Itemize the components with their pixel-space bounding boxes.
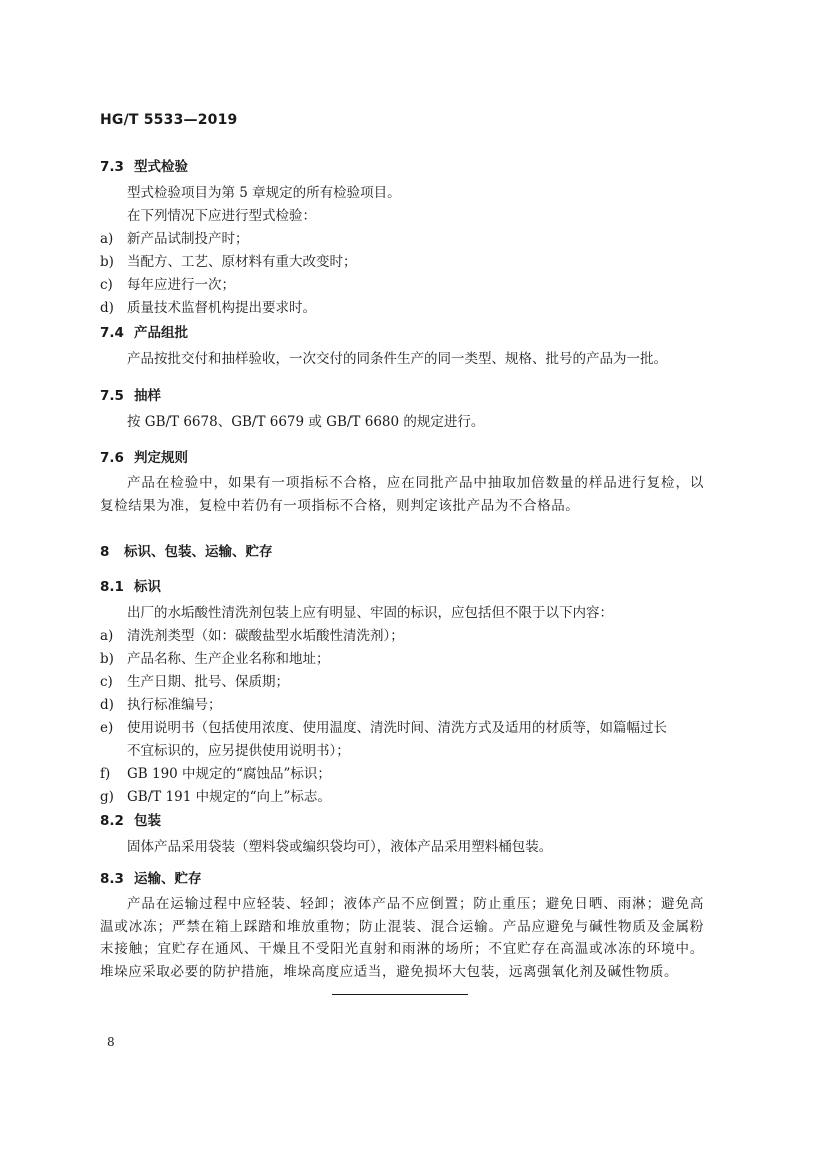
section-number: 8 — [100, 544, 110, 560]
section-title: 抽样 — [134, 388, 161, 404]
list-text: 使用说明书（包括使用浓度、使用温度、清洗时间、清洗方式及适用的材质等，如篇幅过长 — [127, 720, 667, 736]
list-marker: g) — [100, 789, 114, 805]
list-marker: b) — [100, 651, 114, 667]
list-item — [100, 694, 222, 716]
list-item — [100, 648, 330, 670]
section-7-3-heading — [100, 155, 188, 175]
list-marker: e) — [100, 720, 114, 736]
section-title: 型式检验 — [134, 159, 188, 175]
list-text: GB/T 191 中规定的“向上”标志。 — [127, 789, 331, 805]
list-text: 新产品试制投产时； — [127, 231, 249, 247]
list-text: 产品名称、生产企业名称和地址； — [127, 651, 330, 667]
list-marker: b) — [100, 254, 114, 270]
paragraph: 产品在运输过程中应轻装、轻卸；液体产品不应倒置；防止重压；避免日晒、雨淋；避免高温或冰冻；严禁在箱上踩踏和堆放重物；防止混装、混合运输。产品应避免与碱性物质及金属粉末接触；宜贮存在通风、干燥且不受阳光直射和雨淋的场所；不宜贮存在高温或冰冻的环境中。堆垛应采取必要的防护措施，堆垛高度应适当，避免损坏大包装，远离强氧化剂及碱性物质。 — [100, 896, 704, 980]
chapter-8-heading — [100, 540, 273, 560]
list-item — [100, 717, 667, 739]
list-marker: f) — [100, 766, 111, 782]
list-item — [100, 274, 235, 296]
list-marker: c) — [100, 277, 113, 293]
section-7-6-heading — [100, 446, 188, 466]
section-7-5-heading — [100, 384, 161, 404]
section-number: 8.3 — [100, 871, 124, 887]
section-title: 产品组批 — [134, 325, 188, 341]
list-item — [100, 786, 331, 808]
list-text: 生产日期、批号、保质期； — [127, 674, 289, 690]
paragraph: 按 GB/T 6678、GB/T 6679 或 GB/T 6680 的规定进行。 — [127, 414, 485, 430]
document-code: HG/T 5533—2019 — [100, 112, 238, 128]
section-number: 7.5 — [100, 388, 124, 404]
page-number: 8 — [107, 1035, 115, 1049]
section-7-4-heading — [100, 321, 188, 341]
section-title: 标识 — [134, 579, 161, 595]
paragraph: 产品在检验中，如果有一项指标不合格，应在同批产品中抽取加倍数量的样品进行复检，以复检结果为准，复检中若仍有一项指标不合格，则判定该批产品为不合格品。 — [100, 475, 704, 514]
section-number: 8.1 — [100, 579, 124, 595]
list-item — [100, 228, 249, 250]
list-marker: a) — [100, 628, 114, 644]
list-text: 每年应进行一次； — [127, 277, 235, 293]
section-title: 包装 — [134, 813, 161, 829]
section-8-3-heading — [100, 867, 202, 887]
section-number: 7.4 — [100, 325, 124, 341]
section-8-2-heading — [100, 809, 161, 829]
list-item — [100, 763, 331, 785]
list-text: 清洗剂类型（如：碳酸盐型水垢酸性清洗剂）； — [127, 628, 404, 644]
list-item-continuation: 不宜标识的，应另提供使用说明书）； — [127, 743, 350, 759]
paragraph: 产品按批交付和抽样验收，一次交付的同条件生产的同一类型、规格、批号的产品为一批。 — [127, 351, 667, 367]
list-text: 执行标准编号； — [127, 697, 222, 713]
list-item — [100, 251, 357, 273]
section-title: 标识、包装、运输、贮存 — [124, 544, 273, 560]
list-item — [100, 297, 316, 319]
list-marker: a) — [100, 231, 114, 247]
section-number: 7.3 — [100, 159, 124, 175]
list-text: GB 190 中规定的“腐蚀品”标识； — [127, 766, 331, 782]
list-marker: d) — [100, 300, 114, 316]
list-marker: c) — [100, 674, 113, 690]
list-text: 当配方、工艺、原材料有重大改变时； — [127, 254, 357, 270]
section-8-1-heading — [100, 575, 161, 595]
paragraph: 在下列情况下应进行型式检验： — [127, 208, 316, 224]
paragraph: 出厂的水垢酸性清洗剂包装上应有明显、牢固的标识，应包括但不限于以下内容： — [127, 605, 613, 621]
list-item — [100, 625, 404, 647]
paragraph: 型式检验项目为第 5 章规定的所有检验项目。 — [127, 185, 401, 201]
section-title: 判定规则 — [134, 450, 188, 466]
section-title: 运输、贮存 — [134, 871, 202, 887]
list-text: 质量技术监督机构提出要求时。 — [127, 300, 316, 316]
section-number: 8.2 — [100, 813, 124, 829]
paragraph: 固体产品采用袋装（塑料袋或编织袋均可），液体产品采用塑料桶包装。 — [127, 839, 553, 855]
list-marker: d) — [100, 697, 114, 713]
end-rule — [332, 994, 468, 995]
list-item — [100, 671, 289, 693]
section-number: 7.6 — [100, 450, 124, 466]
